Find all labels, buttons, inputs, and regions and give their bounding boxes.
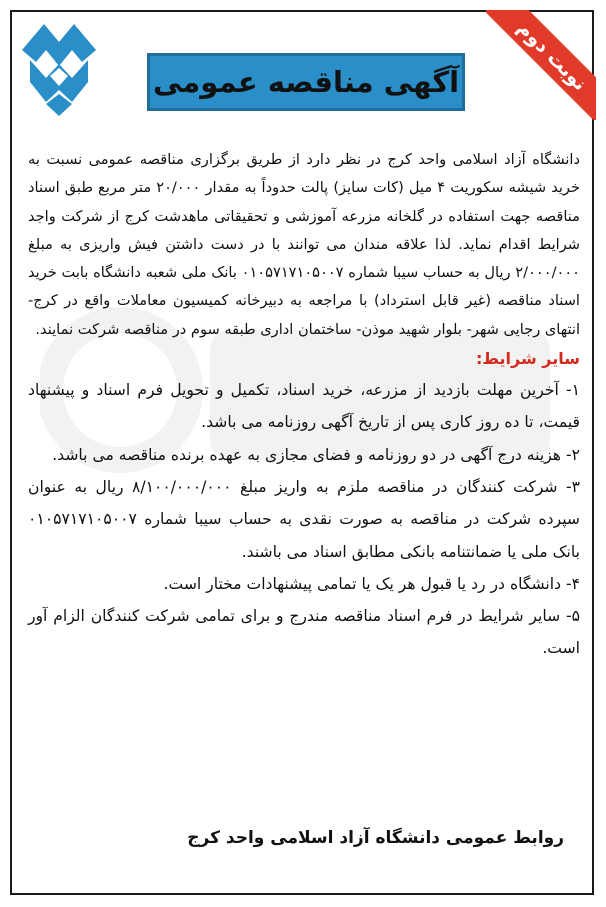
conditions-heading: سایر شرایط: (476, 349, 580, 369)
conditions-list (28, 374, 580, 665)
title-banner (147, 53, 465, 111)
ad-body (28, 146, 580, 665)
condition-item: ۲- هزینه درج آگهی در دو روزنامه و فضای مجازی به عهده برنده مناقصه می باشد. (52, 445, 580, 464)
university-logo-icon (20, 20, 98, 118)
ribbon-corner (486, 10, 596, 120)
intro-paragraph: دانشگاه آزاد اسلامی واحد کرج در نظر دارد از طریق برگزاری مناقصه عمومی نسبت به خرید شیشه سکوریت ۴ میل (کات سایز) پالت حدوداً به مقدار ۲۰/۰۰۰ متر مربع طبق اسناد مناقصه جهت استفاده در گلخانه مزرعه آموزشی و تحقیقاتی ماهدشت کرج از شرکت واجد شرایط اقدام نماید. لذا علاقه مندان می توانند با در دست داشتن فیش واریزی به مبلغ ۲/۰۰۰/۰۰۰ ریال به حساب سیبا شماره ۰۱۰۵۷۱۷۱۰۵۰۰۷ بانک ملی شعبه دانشگاه بابت خرید اسناد مناقصه (غیر قابل استرداد) با مراجعه به دبیرخانه کمیسیون معاملات واقع در کرج- انتهای رجایی شهر- بلوار شهید موذن- ساختمان اداری طبقه سوم در مناقصه شرکت نمایند. (28, 151, 581, 338)
condition-item: ۴- دانشگاه در رد یا قبول هر یک یا تمامی پیشنهادات مختار است. (163, 574, 580, 593)
condition-item: ۵- سایر شرایط در فرم اسناد مناقصه مندرج و برای تمامی شرکت کنندگان الزام آور است. (28, 607, 580, 658)
page-title: آگهی مناقصه عمومی (152, 65, 460, 99)
condition-item: ۳- شرکت کنندگان در مناقصه ملزم به واریز مبلغ ۸/۱۰۰/۰۰۰/۰۰۰ ریال به عنوان سپرده شرکت در مناقصه به صورت نقدی به حساب سیبا شماره ۰۱۰۵۷۱۷۱۰۵۰۰۷ بانک ملی یا ضمانتنامه بانکی مطابق اسناد می باشند. (28, 477, 581, 561)
second-round-badge: نوبت دوم (486, 10, 596, 120)
signature: روابط عمومی دانشگاه آزاد اسلامی واحد کرج (187, 828, 564, 848)
condition-item: ۱- آخرین مهلت بازدید از مزرعه، خرید اسناد، تکمیل و تحویل فرم اسناد و پیشنهاد قیمت، تا ده روز کاری پس از تاریخ آگهی روزنامه می باشد. (28, 381, 580, 432)
